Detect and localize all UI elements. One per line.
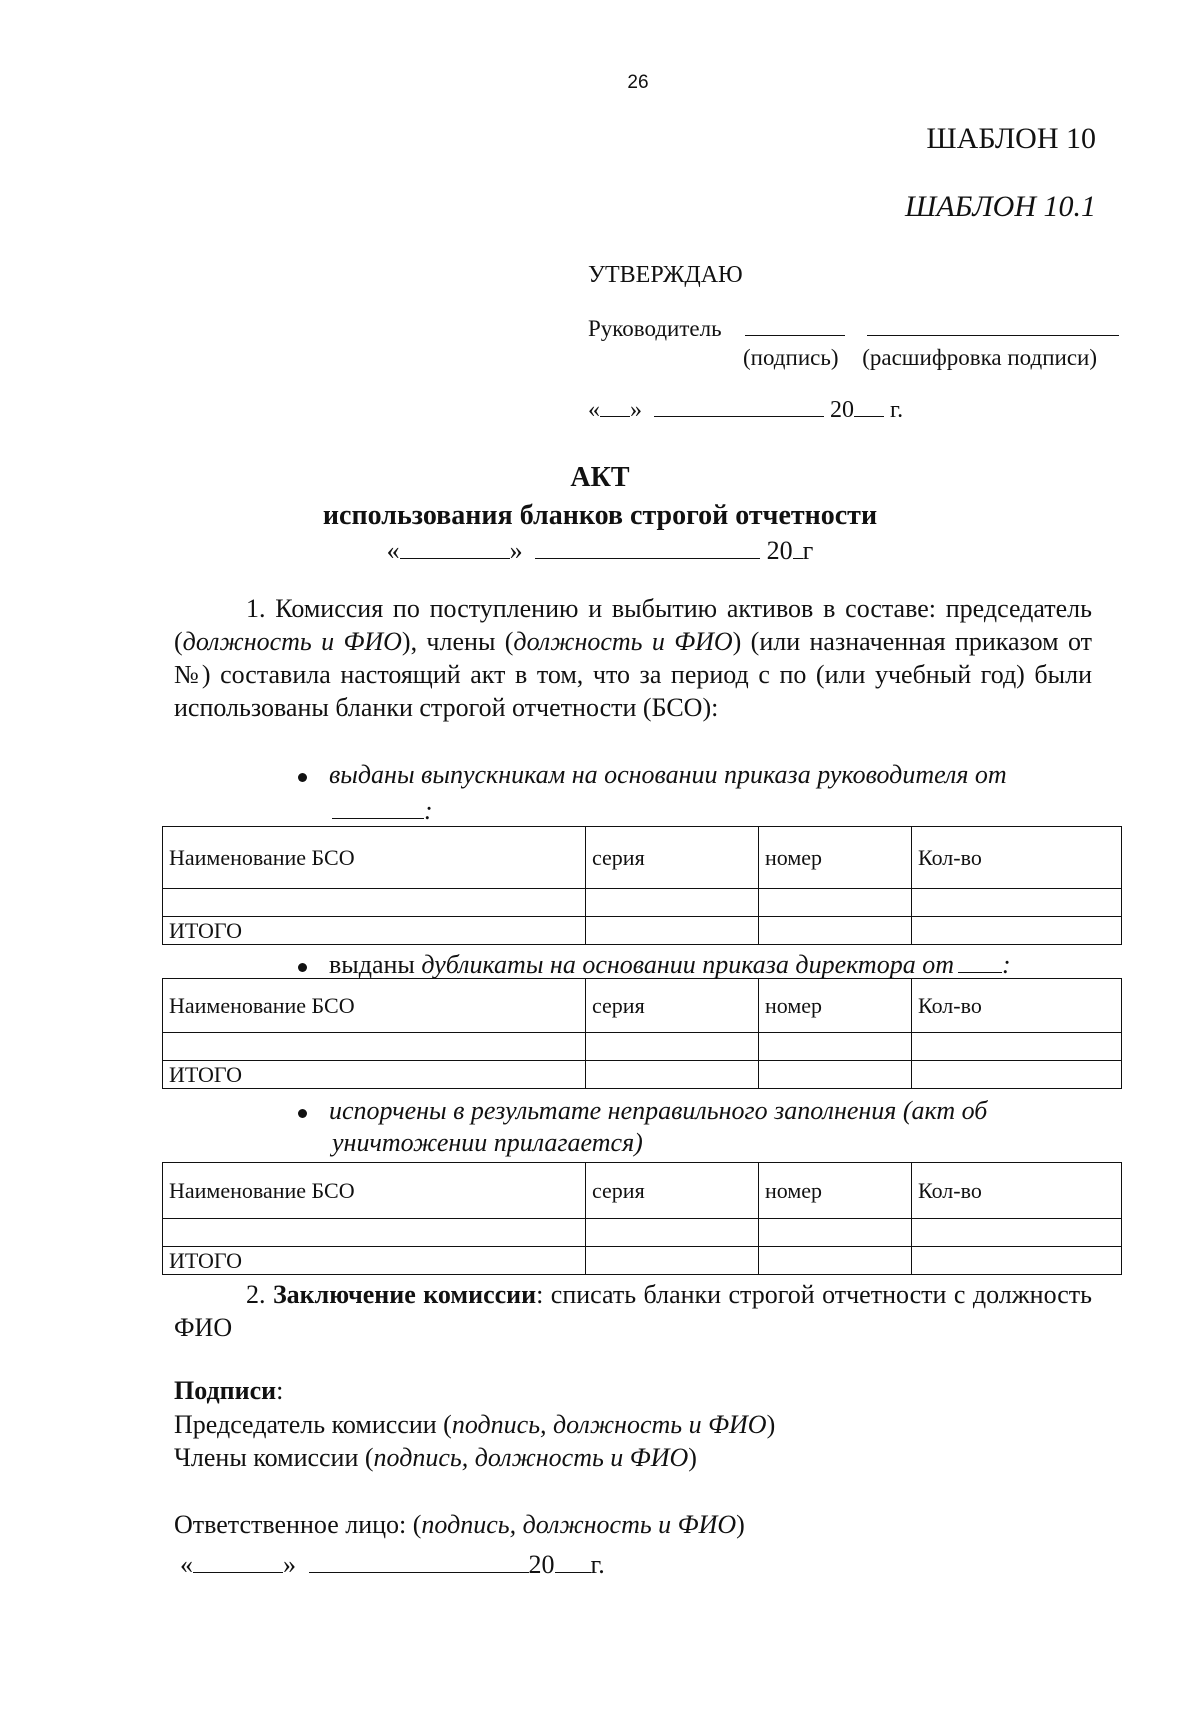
header-name: Наименование БСО <box>163 827 586 889</box>
signature-date <box>180 1546 605 1580</box>
table-cell <box>759 1219 912 1247</box>
bullet-text: уничтожении прилагается) <box>332 1128 643 1157</box>
year-suffix: г. <box>590 1550 605 1579</box>
signatures-colon: : <box>276 1376 284 1405</box>
decode-line <box>867 312 1119 336</box>
paragraph-italic: должность и ФИО <box>182 627 402 656</box>
signature-line <box>745 312 845 336</box>
table-cell <box>912 1247 1122 1275</box>
signature-caption: (подпись) <box>743 345 839 370</box>
total-label: ИТОГО <box>163 917 586 945</box>
table-graduates <box>162 826 1122 945</box>
month-line <box>309 1546 529 1573</box>
year-line <box>555 1546 591 1573</box>
table-cell <box>912 917 1122 945</box>
signature-text: ) <box>736 1510 745 1539</box>
approval-heading: УТВЕРЖДАЮ <box>588 262 743 288</box>
year-suffix: г. <box>884 397 904 423</box>
day-line <box>600 392 630 417</box>
quote-open: « <box>588 397 600 423</box>
quote-open: « <box>180 1550 193 1579</box>
signatures-label: Подписи <box>174 1376 277 1405</box>
header-name: Наименование БСО <box>163 1163 586 1219</box>
bullet-icon <box>298 773 307 782</box>
table-cell <box>912 889 1122 917</box>
date-line <box>332 792 424 819</box>
paragraph-commission <box>174 592 1092 724</box>
act-year: 20 <box>766 536 793 565</box>
header-name: Наименование БСО <box>163 979 586 1033</box>
page-number: 26 <box>627 72 649 93</box>
bullet-duplicates <box>298 946 1011 980</box>
header-qty: Кол-во <box>912 979 1122 1033</box>
year-line <box>793 532 803 559</box>
table-cell <box>586 1033 759 1061</box>
bullet-colon: : <box>424 796 433 825</box>
paragraph-conclusion <box>174 1278 1092 1344</box>
bullet-icon <box>298 1109 307 1118</box>
table-cell <box>586 1247 759 1275</box>
signature-text: Председатель комиссии ( <box>174 1410 452 1439</box>
paragraph-number: 2. <box>246 1280 273 1309</box>
paragraph-text: ) (или назначенная приказом от №) составила настоящий акт в том, что за период с по (или учебный год) были использованы бланки строгой отчетности (БСО): <box>174 627 1092 722</box>
approval-date <box>588 392 903 424</box>
table-cell <box>163 1033 586 1061</box>
quote-open: « <box>386 536 400 565</box>
act-title: АКТ <box>570 462 630 493</box>
month-line <box>654 392 824 417</box>
paragraph-text: : списать бланки строгой отчетности с должность ФИО <box>174 1280 1093 1342</box>
table-cell <box>586 889 759 917</box>
year-prefix: 20 <box>528 1550 555 1579</box>
template-label: ШАБЛОН 10 <box>926 122 1096 155</box>
table-cell <box>759 1033 912 1061</box>
signature-italic: подпись, должность и ФИО <box>451 1410 767 1439</box>
bullet-spoiled-cont <box>332 1128 643 1158</box>
table-cell <box>759 889 912 917</box>
date-line <box>958 946 1002 973</box>
total-label: ИТОГО <box>163 1247 586 1275</box>
header-number: номер <box>759 1163 912 1219</box>
total-label: ИТОГО <box>163 1061 586 1089</box>
bullet-graduates <box>298 760 1007 790</box>
signature-italic: подпись, должность и ФИО <box>421 1510 737 1539</box>
bullet-text: испорчены в результате неправильного заполнения (акт об <box>329 1096 988 1125</box>
act-date <box>0 532 1200 566</box>
template-sublabel: ШАБЛОН 10.1 <box>905 190 1096 223</box>
bullet-graduates-date <box>332 792 433 826</box>
header-series: серия <box>586 827 759 889</box>
quote-close: » <box>630 397 642 423</box>
signature-text: Члены комиссии ( <box>174 1443 374 1472</box>
table-duplicates <box>162 978 1122 1089</box>
month-line <box>535 532 760 559</box>
table-cell <box>912 1061 1122 1089</box>
signature-text: ) <box>688 1443 697 1472</box>
table-cell <box>912 1033 1122 1061</box>
approval-head-row <box>588 312 1119 342</box>
bullet-colon: : <box>1002 950 1011 979</box>
act-subtitle: использования бланков строгой отчетности <box>322 500 878 531</box>
year-suffix: г <box>802 536 814 565</box>
bullet-spoiled <box>298 1096 987 1126</box>
header-qty: Кол-во <box>912 827 1122 889</box>
signature-members <box>174 1443 697 1473</box>
signatures-heading <box>174 1376 283 1406</box>
signature-chair <box>174 1410 775 1440</box>
header-series: серия <box>586 1163 759 1219</box>
quote-close: » <box>283 1550 296 1579</box>
header-number: номер <box>759 979 912 1033</box>
bullet-text: выданы <box>329 950 422 979</box>
table-cell <box>163 1219 586 1247</box>
table-cell <box>759 917 912 945</box>
paragraph-italic: должность и ФИО <box>513 627 733 656</box>
table-cell <box>586 1219 759 1247</box>
table-cell <box>912 1219 1122 1247</box>
signature-responsible <box>174 1510 745 1540</box>
conclusion-label: Заключение комиссии <box>272 1280 537 1309</box>
header-number: номер <box>759 827 912 889</box>
table-cell <box>163 889 586 917</box>
table-cell <box>586 917 759 945</box>
bullet-icon <box>298 963 307 972</box>
quote-close: » <box>509 536 523 565</box>
header-qty: Кол-во <box>912 1163 1122 1219</box>
table-cell <box>759 1247 912 1275</box>
head-label: Руководитель <box>588 316 722 341</box>
table-cell <box>586 1061 759 1089</box>
year-line <box>854 392 884 417</box>
signature-italic: подпись, должность и ФИО <box>373 1443 689 1472</box>
year-prefix: 20 <box>830 397 854 423</box>
approval-captions <box>743 345 1097 371</box>
paragraph-text: ), члены ( <box>401 627 514 656</box>
signature-text: Ответственное лицо: ( <box>174 1510 422 1539</box>
paragraph-text: 1. Комиссия по поступлению и выбытию активов в составе: председатель ( <box>174 594 1092 656</box>
table-spoiled <box>162 1162 1122 1275</box>
signature-text: ) <box>766 1410 776 1439</box>
day-line <box>193 1546 283 1573</box>
decode-caption: (расшифровка подписи) <box>862 345 1098 370</box>
header-series: серия <box>586 979 759 1033</box>
day-line <box>400 532 510 559</box>
bullet-text-italic: дубликаты на основании приказа директора от <box>421 950 954 979</box>
table-cell <box>759 1061 912 1089</box>
bullet-text: выданы выпускникам на основании приказа руководителя от <box>329 760 1007 789</box>
